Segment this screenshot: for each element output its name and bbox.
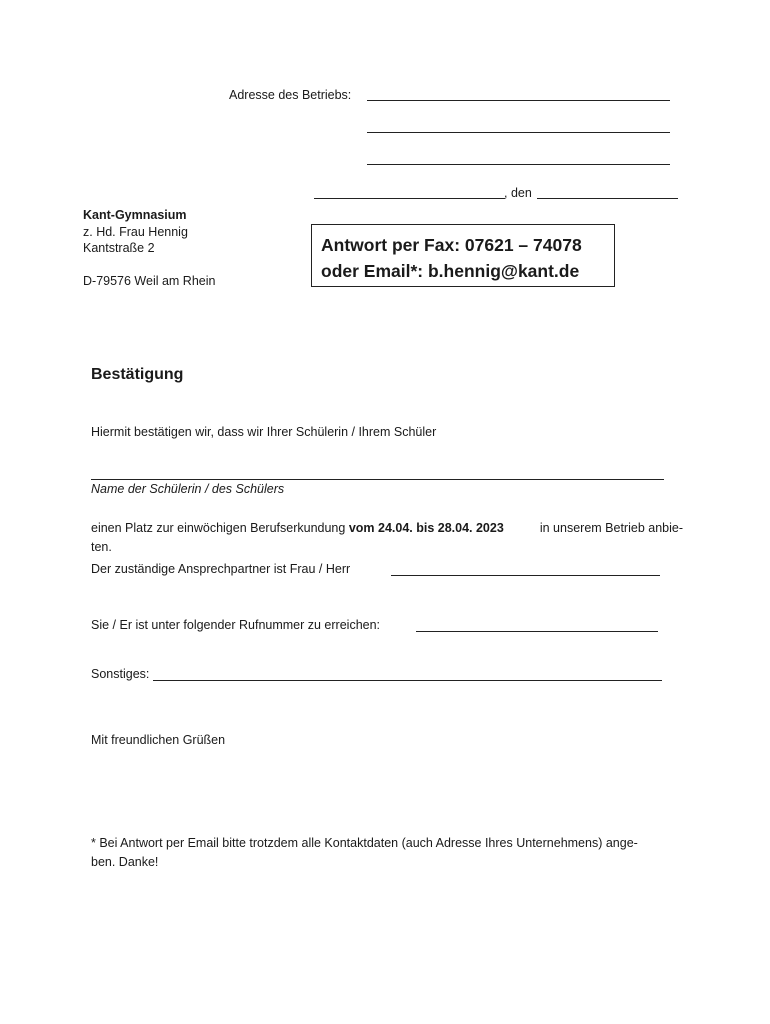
address-line-1[interactable]	[367, 100, 670, 101]
date-line[interactable]	[537, 198, 678, 199]
contact-label: Der zuständige Ansprechpartner ist Frau / Herr	[91, 562, 351, 576]
student-name-line[interactable]	[91, 479, 664, 480]
address-label: Adresse des Betriebs:	[229, 88, 352, 102]
fax-email-box	[311, 224, 615, 287]
offer-text-post: in unserem Betrieb anbie-	[539, 521, 683, 535]
fax-line: Antwort per Fax: 07621 – 74078	[321, 235, 582, 255]
den-label: , den	[504, 186, 532, 200]
phone-label: Sie / Er ist unter folgender Rufnummer zu erreichen:	[91, 618, 381, 632]
place-line[interactable]	[314, 198, 505, 199]
footnote-line-2: ben. Danke!	[91, 855, 159, 869]
offer-text-pre: einen Platz zur einwöchigen Berufserkundung	[91, 521, 349, 535]
address-line-2[interactable]	[367, 132, 670, 133]
offer-dates: vom 24.04. bis 28.04. 2023	[348, 521, 504, 535]
offer-paragraph	[91, 519, 683, 557]
other-label: Sonstiges:	[91, 667, 150, 681]
student-caption: Name der Schülerin / des Schülers	[91, 482, 285, 496]
address-line-3[interactable]	[367, 164, 670, 165]
other-line[interactable]	[153, 680, 662, 681]
school-attn: z. Hd. Frau Hennig	[83, 225, 188, 239]
school-name: Kant-Gymnasium	[83, 208, 187, 222]
closing-text: Mit freundlichen Grüßen	[91, 733, 226, 747]
school-street: Kantstraße 2	[83, 241, 155, 255]
email-line: oder Email*: b.hennig@kant.de	[321, 261, 580, 281]
footnote	[91, 834, 683, 872]
contact-person-line[interactable]	[391, 575, 660, 576]
intro-text: Hiermit bestätigen wir, dass wir Ihrer Schülerin / Ihrem Schüler	[91, 425, 437, 439]
footnote-line-1: * Bei Antwort per Email bitte trotzdem alle Kontaktdaten (auch Adresse Ihres Unternehmens) ange-	[91, 836, 638, 850]
phone-line[interactable]	[416, 631, 658, 632]
page-title: Bestätigung	[91, 366, 184, 383]
school-city: D-79576 Weil am Rhein	[83, 274, 216, 288]
offer-text-post-2: ten.	[91, 540, 112, 554]
